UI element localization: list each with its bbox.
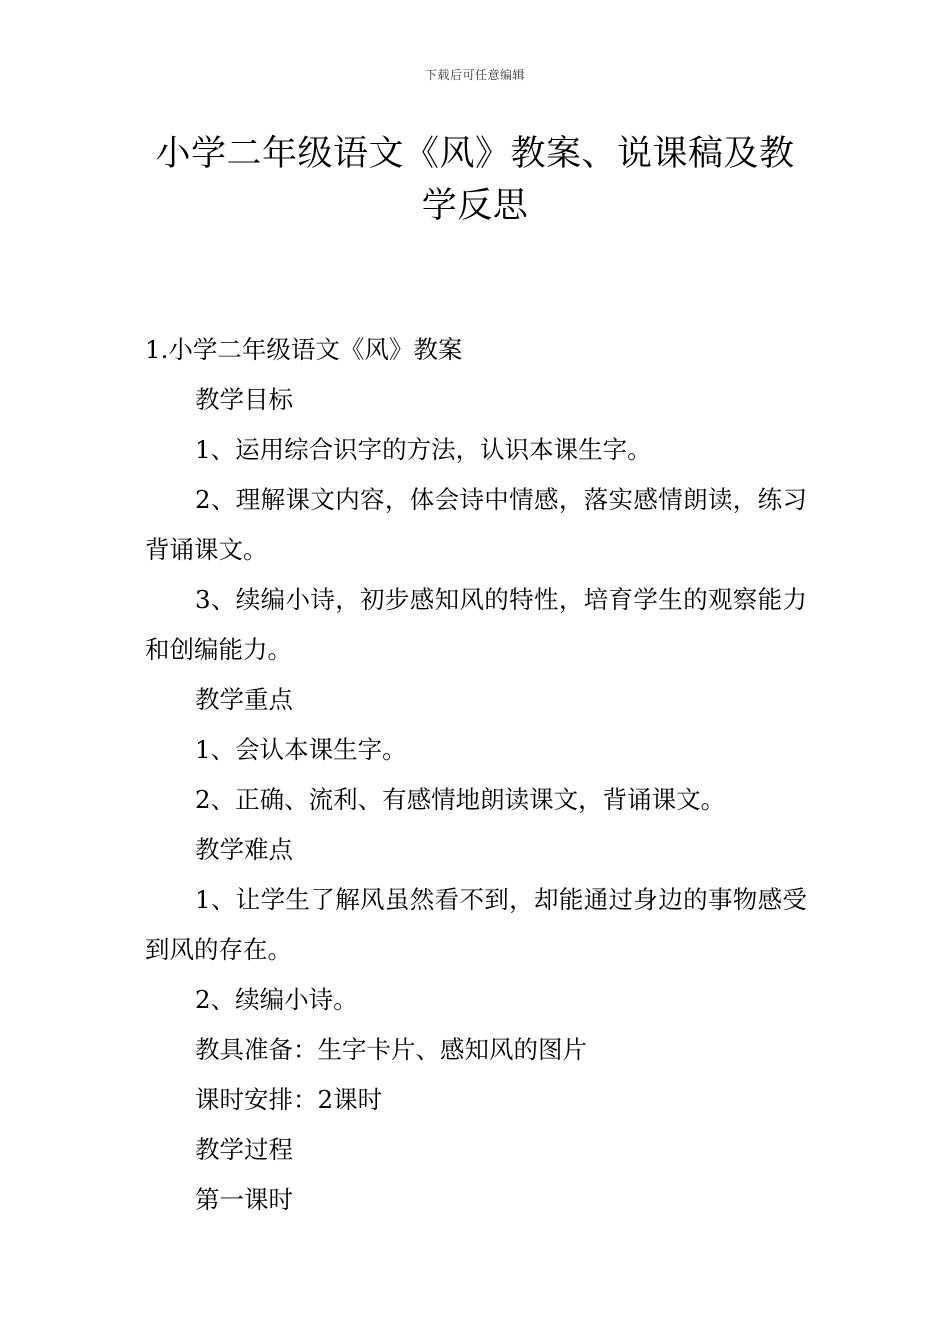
- paragraph: 教学目标: [195, 385, 293, 414]
- paragraph: 教具准备：生字卡片、感知风的图片: [195, 1035, 587, 1064]
- paragraph: 2、续编小诗。: [195, 985, 358, 1014]
- paragraph: 2、理解课文内容，体会诗中情感，落实感情朗读，练习背诵课文。: [145, 485, 807, 564]
- paragraph: 教学难点: [195, 835, 293, 864]
- paragraph: 教学重点: [195, 685, 293, 714]
- paragraph: 2、正确、流利、有感情地朗读课文，背诵课文。: [195, 785, 726, 814]
- header-note: 下载后可任意编辑: [424, 68, 525, 82]
- paragraph: 课时安排：2课时: [195, 1085, 383, 1114]
- paragraph: 第一课时: [195, 1185, 293, 1214]
- paragraph: 3、续编小诗，初步感知风的特性，培育学生的观察能力和创编能力。: [145, 585, 807, 664]
- paragraph: 1、运用综合识字的方法，认识本课生字。: [195, 435, 652, 464]
- document-title: 小学二年级语文《风》教案、说课稿及教学反思: [155, 134, 795, 226]
- paragraph: 教学过程: [195, 1135, 293, 1164]
- paragraph: 1.小学二年级语文《风》教案: [145, 335, 463, 364]
- document-body: [145, 325, 807, 1225]
- paragraph: 1、会认本课生字。: [195, 735, 407, 764]
- paragraph: 1、让学生了解风虽然看不到，却能通过身边的事物感受到风的存在。: [145, 885, 807, 964]
